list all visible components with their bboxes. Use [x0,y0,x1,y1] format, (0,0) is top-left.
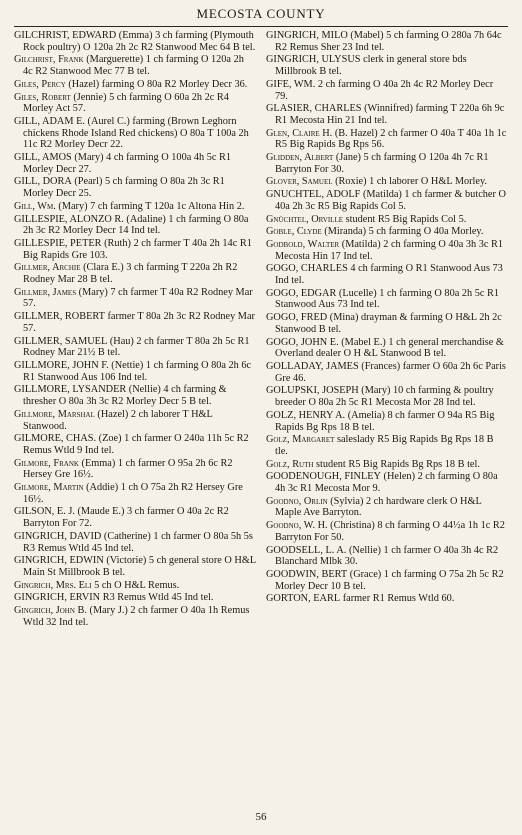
directory-entry [14,287,256,310]
entry-name: GILL, AMOS [14,152,72,164]
entry-details: 4 ch farming O R1 Stanwood Aus 73 Ind tel. [275,263,503,287]
directory-entry [266,79,508,102]
entry-name: Gingrich, John B. [14,605,87,617]
entry-name: Glidden, Albert [266,152,334,164]
entry-name: Gnüchtel, Orville [266,213,344,225]
directory-entry [266,30,508,53]
entry-details: (Addie) 1 ch O 75a 2h R2 Hersey Gre 16½. [23,482,243,505]
right-column [266,30,508,795]
entry-details: (Marguerette) 1 ch farming O 120a 2h 4c R2 Stanwood Mec 77 B tel. [23,54,244,78]
entry-name: GOLZ, HENRY A. [266,409,346,421]
entry-details: (Nellie) 4 ch farming & thresher O 80a 3h 3c R2 Morley Decr 5 B tel. [23,384,227,408]
entry-details: (Hau) 2 ch farmer T 80a 2h 5c R1 Rodney Mar 21½ B tel. [23,335,250,359]
entry-name: Gill, Wm. [14,200,56,212]
entry-name: Goble, Clyde [266,226,322,238]
directory-entry [266,434,508,457]
page-header: MECOSTA COUNTY [196,6,326,21]
directory-entry [14,458,256,481]
directory-entry [266,263,508,286]
entry-details: (Mary) 4 ch farming O 100a 4h 5c R1 Morley Decr 27. [23,152,232,175]
directory-entry [266,239,508,262]
entry-name: GOGO, JOHN E. [266,336,339,348]
entry-name: Glen, Claire H. [266,127,333,139]
entry-name: Gilmore, Frank [14,457,79,469]
entry-name: Godbold, Walter [266,238,340,250]
entry-details: (Nellie) 1 ch farmer O 40a 3h 4c R2 Blanchard Mlbk 30. [275,544,499,568]
directory-entry [14,580,256,592]
entry-details: (Roxie) 1 ch laborer O H&L Morley. [332,176,488,188]
directory-entry [14,238,256,261]
entry-name: GILCHRIST, EDWARD [14,30,117,41]
directory-entry [14,176,256,199]
entry-details: (Matilda) 1 ch farmer & butcher O 40a 2h 3c R5 Big Rapids Col 5. [275,189,506,212]
directory-entry [266,176,508,188]
directory-entry [14,592,256,604]
entry-details: farmer T 80a 2h 3c R2 Rodney Mar 57. [23,311,255,334]
directory-entry [14,336,256,359]
entry-name: GOLUPSKI, JOSEPH [266,385,359,397]
directory-columns [14,30,508,795]
entry-details: (Amelia) 8 ch farmer O 94a R5 Big Rapids Bg Rps 18 B tel. [275,409,495,433]
entry-details: farmer R1 Remus Wtld 60. [340,593,455,605]
entry-details: (Sylvia) 2 ch hardware clerk O H&L Maple Ave Barryton. [275,495,482,519]
directory-entry [14,311,256,334]
entry-name: Gilmore, Martin [14,482,84,494]
entry-details: (Frances) farmer O 60a 2h 6c Paris Gre 46. [275,360,506,384]
entry-details: (Emma) 1 ch farmer O 95a 2h 6c R2 Hersey Gre 16½. [23,457,233,481]
entry-name: Golz, Ruth [266,458,314,470]
entry-name: Giles, Robert [14,91,71,103]
entry-name: Glover, Samuel [266,176,333,188]
entry-details: (Grace) 1 ch farming O 75a 2h 5c R2 Morley Decr 10 B tel. [275,568,504,592]
directory-entry [14,30,256,53]
entry-name: GILMORE, CHAS. [14,433,97,445]
entry-details: (Lucelle) 1 ch farming O 80a 2h 5c R1 Stanwood Aus 73 Ind tel. [275,287,500,311]
entry-details: (Emma) 3 ch farming (Plymouth Rock poultry) O 120a 2h 2c R2 Stanwood Mec 64 B tel. [23,30,256,53]
entry-name: GINGRICH, EDWIN [14,555,104,567]
entry-name: Gingrich, Mrs. Eli [14,579,92,591]
entry-name: GOODENOUGH, FINLEY [266,471,381,483]
directory-entry [266,54,508,77]
directory-entry [14,79,256,91]
directory-entry [14,605,256,628]
entry-details: (Clara E.) 3 ch farming T 220a 2h R2 Rodney Mar 28 B tel. [23,262,238,286]
entry-details: (Matilda) 2 ch farming O 40a 3h 3c R1 Mecosta Hin 17 Ind tel. [275,238,504,262]
entry-details: (Mary) 10 ch farming & poultry breeder O 80a 2h 5c R1 Mecosta Mor 28 Ind tel. [275,385,494,409]
directory-entry [266,410,508,433]
entry-details: (Nettie) 1 ch farming O 80a 2h 6c R1 Stanwood Aus 106 Ind tel. [23,359,252,383]
directory-entry [14,506,256,529]
directory-entry [266,128,508,151]
entry-name: GILLMER, SAMUEL [14,335,108,347]
entry-details: (Mary) 7 ch farmer T 40a R2 Rodney Mar 57. [23,286,253,310]
entry-name: GILLESPIE, ALONZO R. [14,213,124,225]
entry-details: (Christina) 8 ch farming O 44½a 1h 1c R2 Barryton For 50. [275,520,505,543]
entry-name: GILLMORE, LYSANDER [14,384,127,396]
entry-name: GINGRICH, DAVID [14,530,102,542]
entry-name: Gillmer, Archie [14,262,81,274]
entry-name: GOGO, EDGAR [266,287,337,299]
directory-entry [266,361,508,384]
directory-entry [14,409,256,432]
entry-name: GINGRICH, MILO [266,30,348,41]
entry-name: GIFE, WM. [266,78,316,90]
entry-name: GILL, DORA [14,176,72,188]
directory-entry [266,214,508,226]
entry-name: GINGRICH, ULYSUS [266,54,361,66]
entry-name: GOGO, FRED [266,312,328,324]
entry-details: (Maude E.) 3 ch farmer O 40a 2c R2 Barryton For 72. [23,506,229,530]
directory-entry [14,262,256,285]
entry-details: R3 Remus Wtld 45 Ind tel. [100,592,214,604]
directory-entry [266,337,508,360]
directory-entry [14,384,256,407]
entry-details: (Pearl) 5 ch farming O 80a 2h 3c R1 Morley Decr 25. [23,176,225,200]
directory-entry [266,312,508,335]
directory-entry [14,433,256,456]
directory-entry [14,201,256,213]
entry-name: GILSON, E. J. [14,506,75,518]
entry-name: GOODWIN, BERT [266,568,348,580]
directory-entry [266,385,508,408]
directory-entry [14,214,256,237]
directory-entry [14,482,256,505]
entry-details: saleslady R5 Big Rapids Bg Rps 18 B tle. [275,434,494,457]
entry-name: Gillmore, Marshal [14,408,95,420]
entry-details: (Jennie) 5 ch farming O 60a 2h 2c R4 Morley Act 57. [23,91,229,115]
entry-details: (Hazel) 2 ch laborer T H&L Stanwood. [23,408,213,432]
directory-entry [14,54,256,77]
entry-name: Gilchrist, Frank [14,54,84,66]
directory-entry [14,152,256,175]
entry-name: GOLLADAY, JAMES [266,360,359,372]
entry-name: GILL, ADAM E. [14,115,85,127]
entry-details: (Adaline) 1 ch farming O 80a 2h 3c R2 Morley Decr 14 Ind tel. [23,213,249,237]
entry-name: GILLESPIE, PETER [14,237,102,249]
entry-name: GNUCHTEL, ADOLF [266,189,361,201]
entry-name: Golz, Margaret [266,434,335,446]
entry-details: (Aurel C.) farming (Brown Leghorn chickens Rhode Island Red chickens) O 80a T 100a 2h 11c R2 Morley Decr 22. [23,115,249,151]
entry-name: GILLMORE, JOHN F. [14,359,109,371]
entry-name: Goodno, W. H. [266,520,328,532]
entry-details: (Miranda) 5 ch farming O 40a Morley. [321,226,484,238]
entry-details: (Mabel) 5 ch farming O 280a 7h 64c R2 Remus Sher 23 Ind tel. [275,30,502,53]
entry-name: GOODSELL, L. A. [266,544,347,556]
directory-entry [266,569,508,592]
directory-entry [266,226,508,238]
entry-name: GLASIER, CHARLES [266,103,362,115]
directory-entry [266,152,508,175]
entry-details: (Mary J.) 2 ch farmer O 40a 1h Remus Wtld 32 Ind tel. [23,605,250,628]
entry-details: student R5 Big Rapids Bg Rps 18 B tel. [313,458,480,470]
directory-entry [266,288,508,311]
entry-details: (Jane) 5 ch farming O 120a 4h 7c R1 Barryton For 30. [275,152,489,175]
entry-name: Giles, Percy [14,78,66,90]
directory-entry [14,360,256,383]
entry-details: clerk in general store bds Millbrook B tel. [275,54,467,78]
directory-entry [266,103,508,126]
directory-entry [14,531,256,554]
entry-name: Goodno, Orlin [266,495,328,507]
entry-name: GOGO, CHARLES [266,263,348,275]
entry-details: (Helen) 2 ch farming O 80a 4h 3c R1 Mecosta Mor 9. [275,471,498,495]
entry-details: (Catherine) 1 ch farmer O 80a 5h 5s R3 Remus Wtld 45 Ind tel. [23,530,253,554]
entry-name: GORTON, EARL [266,593,341,605]
entry-details: (Victorie) 5 ch general store O H&L Main St Millbrook B tel. [23,555,256,578]
entry-details: (Winnifred) farming T 220a 6h 9c R1 Mecosta Hin 21 Ind tel. [275,103,505,126]
directory-entry [14,555,256,578]
header-rule [14,26,508,27]
directory-entry [266,496,508,519]
entry-name: Gillmer, James [14,286,77,298]
entry-details: (Mina) drayman & farming O H&L 2h 2c Stanwood B tel. [275,312,502,335]
directory-entry [266,459,508,471]
directory-entry [266,520,508,543]
page-number: 56 [255,811,267,823]
directory-entry [266,189,508,212]
directory-entry [14,92,256,115]
entry-details: (B. Hazel) 2 ch farmer O 40a T 40a 1h 1c R5 Big Rapids Bg Rps 56. [275,127,507,151]
entry-details: (Zoe) 1 ch farmer O 240a 11h 5c R2 Remus Wtld 9 Ind tel. [23,433,249,456]
entry-details: 5 ch O H&L Remus. [91,579,180,591]
entry-name: GILLMER, ROBERT [14,311,105,323]
left-column [14,30,256,795]
directory-entry [266,545,508,568]
directory-entry [266,471,508,494]
entry-details: 2 ch farming O 40a 2h 4c R2 Morley Decr 79. [275,78,494,102]
entry-details: student R5 Big Rapids Col 5. [343,213,467,225]
entry-details: (Mary) 7 ch farming T 120a 1c Altona Hin 2. [55,200,245,212]
entry-name: GINGRICH, ERVIN [14,592,101,604]
entry-details: (Ruth) 2 ch farmer T 40a 2h 14c R1 Big Rapids Gre 103. [23,237,252,261]
directory-entry [14,116,256,151]
entry-details: (Mabel E.) 1 ch general merchandise & Overland dealer O H &L Stanwood B tel. [275,336,504,360]
entry-details: (Hazel) farming O 80a R2 Morley Decr 36. [65,78,248,90]
directory-entry [266,593,508,605]
